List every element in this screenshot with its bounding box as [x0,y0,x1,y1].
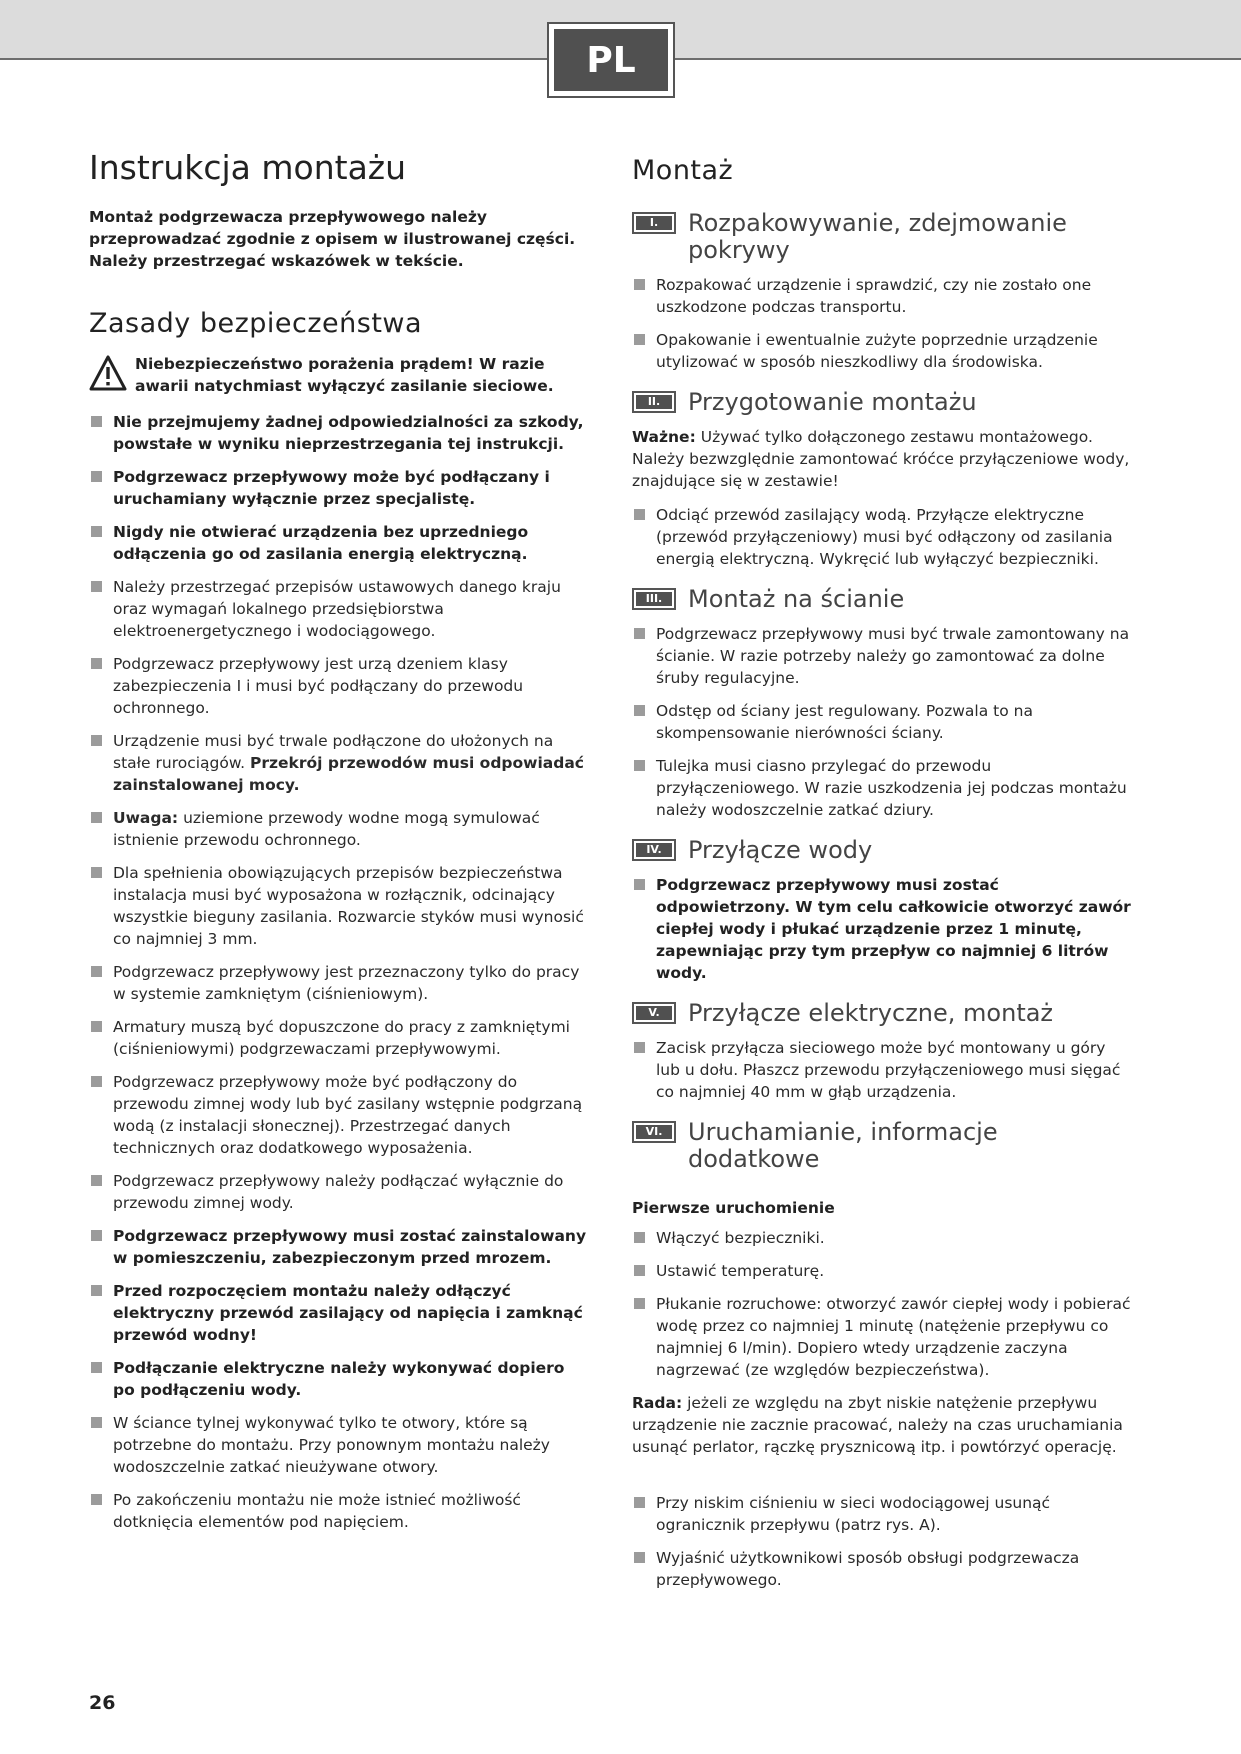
subsection-title: Pierwsze uruchomienie [632,1199,835,1217]
tip-label: Rada: [632,1394,683,1412]
bullet-square-icon [91,1285,102,1296]
left-column [89,150,589,1544]
list-item [632,1293,1132,1381]
mounting-sections [632,210,1132,1591]
bullet-square-icon [91,1076,102,1087]
section-list [632,504,1132,570]
section-number-badge [632,1121,676,1143]
list-item [632,1260,1132,1282]
item-text: Armatury muszą być dopuszczone do pracy z zamkniętymi (ciśnieniowymi) podgrzewaczami przepływowymi. [113,1018,570,1059]
list-item [632,700,1132,744]
item-text: Należy przestrzegać przepisów ustawowych danego kraju oraz wymagań lokalnego przedsiębiorstwa elektroenergetycznego i wodociągowego. [113,578,561,641]
item-text: Wyjaśnić użytkownikowi sposób obsługi podgrzewacza przepływowego. [656,1549,1080,1589]
section-number-badge [632,212,676,234]
item-text: Podgrzewacz przepływowy musi zostać zainstalowany w pomieszczeniu, zabezpieczonym przed mrozem. [113,1227,587,1268]
bullet-square-icon [634,1265,645,1276]
item-text: Opakowanie i ewentualnie zużyte poprzednie urządzenie utylizować w sposób nieszkodliwy dla środowiska. [656,331,1098,371]
list-item [89,521,589,565]
item-text: Odstęp od ściany jest regulowany. Pozwala to na skompensowanie nierówności ściany. [656,702,1033,742]
list-item [89,1280,589,1346]
bullet-square-icon [634,279,645,290]
section-list [632,1037,1132,1103]
list-item [632,623,1132,689]
list-item [89,1016,589,1060]
section-number: V. [636,1006,672,1020]
section-number: I. [636,216,672,230]
note-label: Ważne: [632,428,696,446]
language-code: PL [554,29,668,91]
bullet-square-icon [91,471,102,482]
item-text: Nie przejmujemy żadnej odpowiedzialności za szkody, powstałe w wyniku nieprzestrzegania tej instrukcji. [113,413,584,454]
item-text: Podgrzewacz przepływowy jest przeznaczony tylko do pracy w systemie zamkniętym (ciśnieniowym). [113,963,580,1004]
electric-warning [89,353,589,397]
item-text: Podłączanie elektryczne należy wykonywać dopiero po podłączeniu wody. [113,1359,565,1400]
list-item [89,411,589,455]
bullet-square-icon [634,705,645,716]
bullet-square-icon [634,628,645,639]
right-column [632,150,1132,1602]
bullet-square-icon [91,735,102,746]
section-title: Przyłącze wody [688,836,873,864]
warning-text: Niebezpieczeństwo porażenia prądem! W razie awarii natychmiast wyłączyć zasilanie sieciowe. [135,355,554,396]
item-text: Urządzenie musi być trwale podłączone do ułożonych na stałe rurociągów. [113,732,554,773]
section-number: III. [636,592,672,606]
list-item [632,755,1132,821]
bullet-square-icon [91,867,102,878]
section-header [632,586,1132,613]
list-item [89,730,589,796]
item-text: Podgrzewacz przepływowy może być podłączany i uruchamiany wyłącznie przez specjalistę. [113,468,550,509]
bullet-square-icon [634,879,645,890]
item-text: Tulejka musi ciasno przylegać do przewodu przyłączeniowego. W razie uszkodzenia jej podczas montażu należy wodoszczelnie zatkać dziury. [656,757,1127,819]
section-number: IV. [636,843,672,857]
list-item [632,504,1132,570]
item-text: Podgrzewacz przepływowy musi być trwale zamontowany na ścianie. W razie potrzeby należy go zamontować za dolne śruby regulacyjne. [656,625,1130,687]
item-text: Przed rozpoczęciem montażu należy odłączyć elektryczny przewód zasilający od napięcia i zamknąć przewód wodny! [113,1282,583,1345]
bullet-square-icon [91,1417,102,1428]
list-item [632,1547,1132,1591]
list-item [632,1492,1132,1536]
bullet-square-icon [91,812,102,823]
section-header [632,1119,1132,1173]
intro-text: Montaż podgrzewacza przepływowego należy przeprowadzać zgodnie z opisem w ilustrowanej części. Należy przestrzegać wskazówek w tekście. [89,208,576,271]
item-text: Zacisk przyłącza sieciowego może być montowany u góry lub u dołu. Płaszcz przewodu przyłączeniowego musi sięgać co najmniej 40 mm w głąb urządzenia. [656,1039,1121,1101]
language-tab [547,22,675,98]
bullet-square-icon [91,526,102,537]
bullet-square-icon [91,581,102,592]
section-number-badge [632,391,676,413]
section-list [632,274,1132,373]
list-item [632,329,1132,373]
bullet-square-icon [91,1175,102,1186]
tip-note [632,1392,1132,1458]
bullet-square-icon [634,1232,645,1243]
section-title: Przyłącze elektryczne, montaż [688,999,1054,1027]
list-item [89,1412,589,1478]
bullet-square-icon [634,1298,645,1309]
safety-heading: Zasady bezpieczeństwa [89,308,423,340]
bullet-square-icon [91,1494,102,1505]
bullet-square-icon [634,1552,645,1563]
item-text: Dla spełnienia obowiązujących przepisów bezpieczeństwa instalacja musi być wyposażona w rozłącznik, odcinający wszystkie bieguny zasilania. Rozwarcie styków musi wynosić co najmniej 3 mm. [113,864,584,949]
list-item [89,862,589,950]
section-list [632,1227,1132,1381]
item-text: Odciąć przewód zasilający wodą. Przyłącze elektryczne (przewód przyłączeniowy) musi być odłączony od zasilania energią elektryczną. Wykręcić lub wyłączyć bezpieczniki. [656,506,1113,568]
bullet-square-icon [91,1230,102,1241]
bullet-square-icon [634,1497,645,1508]
item-text: W ściance tylnej wykonywać tylko te otwory, które są potrzebne do montażu. Przy ponownym montażu należy wodoszczelnie zatkać nieużywane otwory. [113,1414,550,1477]
list-item [632,274,1132,318]
section-title: Przygotowanie montażu [688,388,977,416]
list-item [89,1225,589,1269]
list-item [89,1489,589,1533]
section-header [632,1000,1132,1027]
section-number-badge [632,839,676,861]
item-text: Przy niskim ciśnieniu w sieci wodociągowej usunąć ogranicznik przepływu (patrz rys. A). [656,1494,1051,1534]
bullet-square-icon [91,966,102,977]
list-item [89,1170,589,1214]
section-number-badge [632,1002,676,1024]
list-item [89,466,589,510]
item-text: uziemione przewody wodne mogą symulować istnienie przewodu ochronnego. [113,809,540,850]
emphasis-text: Przekrój przewodów musi odpowiadać zainstalowanej mocy. [113,754,584,795]
list-item [89,653,589,719]
item-text: Po zakończeniu montażu nie może istnieć możliwość dotknięcia elementów pod napięciem. [113,1491,521,1532]
item-text: Ustawić temperaturę. [656,1262,825,1280]
bullet-square-icon [634,760,645,771]
mounting-heading: Montaż [632,155,734,186]
bullet-square-icon [91,658,102,669]
tip-text: jeżeli ze względu na zbyt niskie natężenie przepływu urządzenie nie zacznie pracować, należy na czas uruchamiania usunąć perlator, rączkę prysznicową itp. i powtórzyć operację. [632,1394,1123,1456]
bullet-square-icon [91,1362,102,1373]
bullet-square-icon [634,509,645,520]
list-item [89,807,589,851]
section-header [632,389,1132,416]
item-text: Podgrzewacz przepływowy musi zostać odpowietrzony. W tym celu całkowicie otworzyć zawór ciepłej wody i płukać urządzenie przez 1 minutę, zapewniając przy tym przepływ co najmniej 6 litrów wody. [656,876,1131,982]
list-item [89,961,589,1005]
warning-triangle-icon [89,355,127,391]
list-item [632,1227,1132,1249]
section-title: Montaż na ścianie [688,585,905,613]
safety-list [89,411,589,1533]
bullet-square-icon [91,416,102,427]
emphasis-label: Uwaga: [113,809,179,828]
item-text: Płukanie rozruchowe: otworzyć zawór ciepłej wody i pobierać wodę przez co najmniej 1 minutę (natężenie przepływu co najmniej 6 l/min). Dopiero wtedy urządzenie zaczyna nagrzewać (ze względów bezpieczeństwa). [656,1295,1131,1379]
item-text: Podgrzewacz przepływowy może być podłączony do przewodu zimnej wody lub być zasilany wstępnie podgrzaną wodą (z instalacji słonecznej). Przestrzegać danych technicznych oraz dodatkowego wyposażenia. [113,1073,583,1158]
important-note [632,426,1132,492]
section-header [632,210,1132,264]
bullet-square-icon [634,334,645,345]
section-number: II. [636,395,672,409]
item-text: Podgrzewacz przepływowy należy podłączać wyłącznie do przewodu zimnej wody. [113,1172,564,1213]
note-text: Używać tylko dołączonego zestawu montażowego. Należy bezwzględnie zamontować króćce przyłączeniowe wody, znajdujące się w zestawie! [632,428,1130,490]
bullet-square-icon [634,1042,645,1053]
section-header [632,837,1132,864]
item-text: Podgrzewacz przepływowy jest urzą dzeniem klasy zabezpieczenia I i musi być podłączany do przewodu ochronnego. [113,655,524,718]
list-item [632,874,1132,984]
item-text: Włączyć bezpieczniki. [656,1229,825,1247]
section-list [632,1492,1132,1591]
bullet-square-icon [91,1021,102,1032]
page-title: Instrukcja montażu [89,148,407,187]
page-number: 26 [89,1692,116,1714]
list-item [89,1357,589,1401]
section-list [632,623,1132,821]
list-item [89,1071,589,1159]
list-item [632,1037,1132,1103]
section-number-badge [632,588,676,610]
section-title: Rozpakowywanie, zdejmowanie pokrywy [688,209,1067,264]
section-number: VI. [636,1125,672,1139]
item-text: Rozpakować urządzenie i sprawdzić, czy nie zostało one uszkodzone podczas transportu. [656,276,1092,316]
list-item [89,576,589,642]
item-text: Nigdy nie otwierać urządzenia bez uprzedniego odłączenia go od zasilania energią elektryczną. [113,523,529,564]
section-title: Uruchamianie, informacje dodatkowe [688,1118,998,1173]
section-list [632,874,1132,984]
